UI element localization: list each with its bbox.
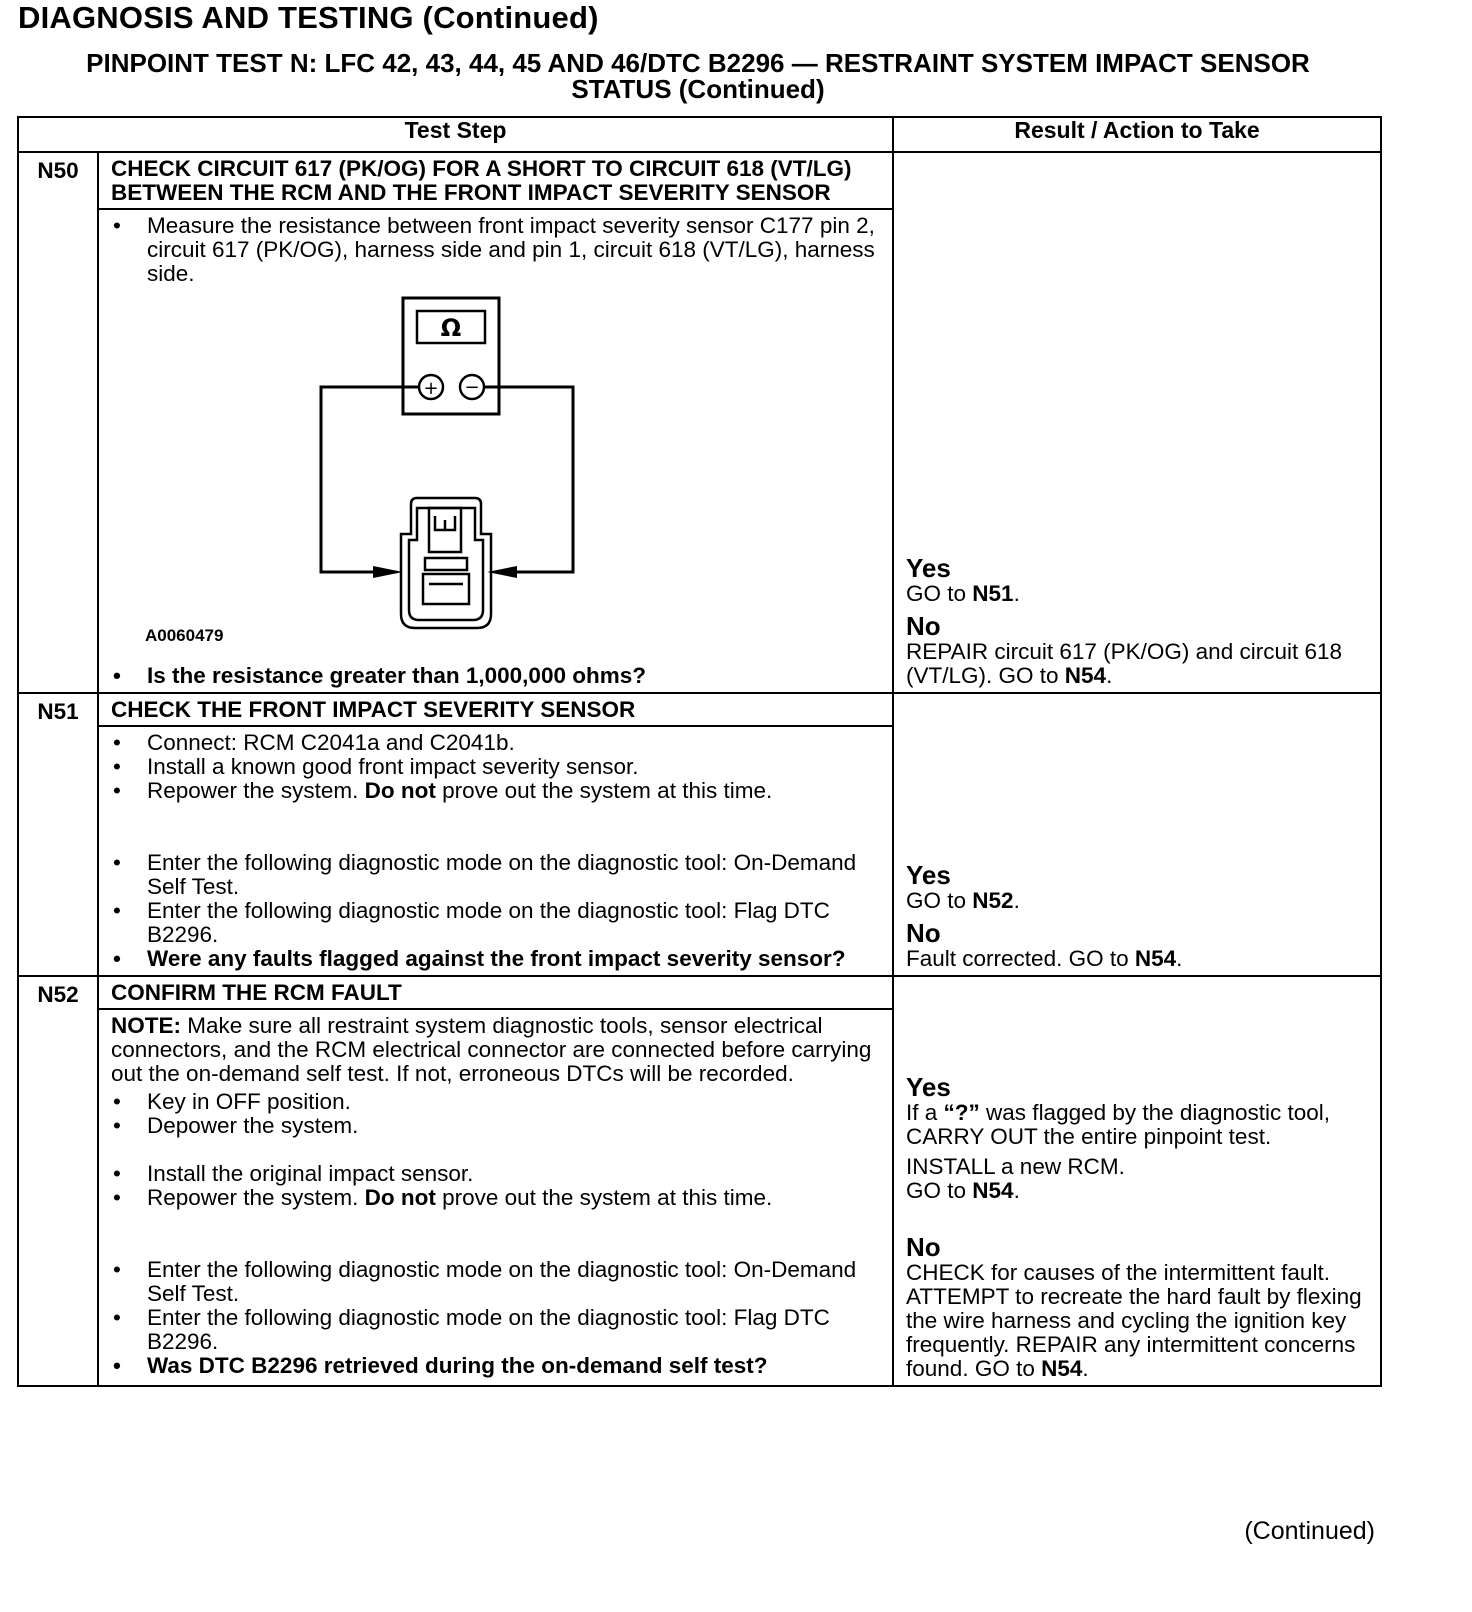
- step-n50-header-row: [18, 152, 1381, 209]
- step-instruction: • Repower the system. Do not prove out the system at this time.: [111, 1186, 880, 1210]
- step-question: • Was DTC B2296 retrieved during the on-demand self test?: [111, 1354, 880, 1378]
- result-no-label: No: [906, 918, 941, 948]
- step-instruction: • Enter the following diagnostic mode on the diagnostic tool: Flag DTC B2296.: [111, 1306, 880, 1354]
- test-title-line1: PINPOINT TEST N: LFC 42, 43, 44, 45 AND 46/DTC B2296 — RESTRAINT SYSTEM IMPACT SENSOR: [86, 48, 1310, 78]
- step-n50-title: CHECK CIRCUIT 617 (PK/OG) FOR A SHORT TO CIRCUIT 618 (VT/LG) BETWEEN THE RCM AND THE FRONT IMPACT SEVERITY SENSOR: [98, 152, 893, 209]
- step-n50-body: [98, 209, 893, 693]
- result-yes-text: GO to N52.: [906, 888, 1020, 913]
- figure-id: A0060479: [145, 626, 224, 645]
- step-instruction: • Key in OFF position.: [111, 1090, 880, 1114]
- step-instruction: • Depower the system.: [111, 1114, 880, 1138]
- test-title-line2: STATUS (Continued): [571, 74, 825, 104]
- step-instruction: • Measure the resistance between front impact severity sensor C177 pin 2, circuit 617 (PK/OG), harness side and pin 1, circuit 618 (VT/LG), harness side.: [111, 214, 880, 286]
- result-no-text: REPAIR circuit 617 (PK/OG) and circuit 618 (VT/LG). GO to N54.: [906, 639, 1343, 688]
- step-n51-title: CHECK THE FRONT IMPACT SEVERITY SENSOR: [98, 693, 893, 726]
- step-question: • Were any faults flagged against the front impact severity sensor?: [111, 947, 880, 971]
- step-instruction: • Enter the following diagnostic mode on the diagnostic tool: On-Demand Self Test.: [111, 851, 880, 899]
- ohmmeter-connector-diagram: [111, 294, 871, 644]
- minus-sign: −: [464, 377, 480, 398]
- step-n52-title: CONFIRM THE RCM FAULT: [98, 976, 893, 1009]
- result-yes-goto: GO to N54.: [906, 1178, 1020, 1203]
- step-id-n50: N50: [18, 152, 98, 693]
- table-header-row: [18, 117, 1381, 152]
- result-yes-action: INSTALL a new RCM.: [906, 1154, 1125, 1179]
- step-ref-link: N54: [1134, 946, 1177, 971]
- step-n51-body: [98, 726, 893, 976]
- step-ref-link: N51: [972, 581, 1014, 606]
- step-n52-result: [893, 976, 1381, 1386]
- connector-c177-icon: [401, 498, 491, 628]
- result-no-text: Fault corrected. GO to N54.: [906, 946, 1183, 971]
- result-yes-label: Yes: [906, 553, 951, 583]
- result-yes-label: Yes: [906, 860, 951, 890]
- plus-sign: +: [423, 378, 439, 399]
- step-ref-link: N52: [972, 888, 1014, 913]
- pinpoint-test-table: [17, 116, 1382, 1387]
- step-n51-result: [893, 693, 1381, 976]
- step-ref-link: N54: [1041, 1356, 1083, 1381]
- continued-footer: (Continued): [1244, 1517, 1375, 1545]
- step-instruction: • Repower the system. Do not prove out the system at this time.: [111, 779, 880, 803]
- step-id-n51: N51: [18, 693, 98, 976]
- page-title: DIAGNOSIS AND TESTING (Continued): [18, 0, 599, 35]
- step-id-n52: N52: [18, 976, 98, 1386]
- result-no-text: CHECK for causes of the intermittent fault. ATTEMPT to recreate the hard fault by flexing the wire harness and cycling the ignition key frequently. REPAIR any intermittent concerns found. GO to N54.: [906, 1260, 1362, 1381]
- step-instruction: • Enter the following diagnostic mode on the diagnostic tool: Flag DTC B2296.: [111, 899, 880, 947]
- pinpoint-test-title: [18, 50, 1378, 102]
- step-question: • Is the resistance greater than 1,000,000 ohms?: [111, 664, 880, 688]
- step-instruction: • Connect: RCM C2041a and C2041b.: [111, 731, 880, 755]
- result-no-label: No: [906, 1232, 941, 1262]
- step-n51-header-row: [18, 693, 1381, 726]
- ohm-symbol: Ω: [440, 314, 462, 342]
- result-yes-text: If a “?” was flagged by the diagnostic tool, CARRY OUT the entire pinpoint test.: [906, 1100, 1331, 1149]
- step-note: NOTE: Make sure all restraint system diagnostic tools, sensor electrical connectors, and the RCM electrical connector are connected before carrying out the on-demand self test. If not, erroneous DTCs will be recorded.: [111, 1013, 872, 1087]
- step-instruction: • Install a known good front impact severity sensor.: [111, 755, 880, 779]
- result-yes-text: GO to N51.: [906, 581, 1020, 606]
- step-instruction: • Enter the following diagnostic mode on the diagnostic tool: On-Demand Self Test.: [111, 1258, 880, 1306]
- result-no-label: No: [906, 611, 941, 641]
- resistance-measurement-figure: [111, 294, 871, 664]
- probe-arrow-left-icon: [373, 566, 403, 578]
- col-header-test-step: Test Step: [18, 117, 893, 152]
- step-instruction: • Install the original impact sensor.: [111, 1162, 880, 1186]
- step-n50-result: [893, 152, 1381, 693]
- step-ref-link: N54: [1064, 663, 1107, 688]
- result-yes-label: Yes: [906, 1072, 951, 1102]
- step-n52-body: [98, 1009, 893, 1386]
- step-ref-link: N54: [972, 1178, 1014, 1203]
- step-n52-header-row: [18, 976, 1381, 1009]
- col-header-result: Result / Action to Take: [893, 117, 1381, 152]
